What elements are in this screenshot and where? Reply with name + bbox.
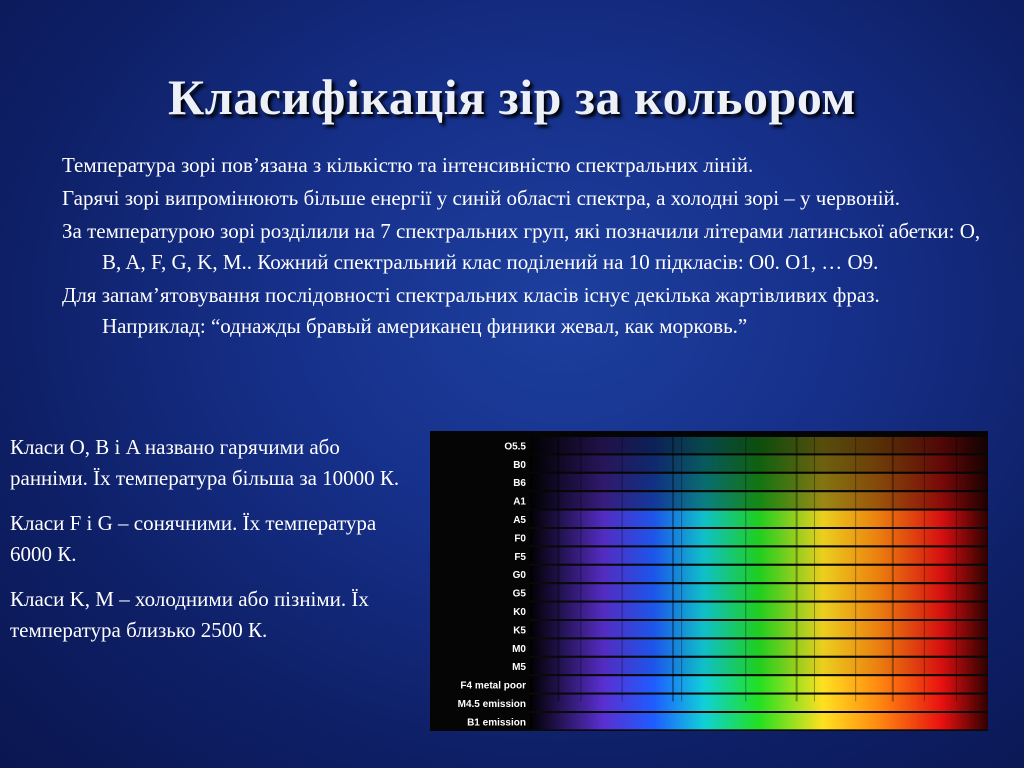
absorption-line: [622, 437, 623, 701]
absorption-line: [681, 437, 682, 701]
absorption-line: [814, 437, 815, 701]
bullet-text: Температура зорі пов’язана з кількістю та інтенсивністю спектральних ліній.: [62, 153, 754, 177]
spectrum-row-separator: [530, 545, 988, 547]
spectrum-row-separator: [530, 711, 988, 713]
spectrum-row-separator: [530, 582, 988, 584]
spectral-class-label: O5.5: [504, 441, 526, 453]
spectrum-row-separator: [530, 527, 988, 529]
absorption-line: [672, 437, 674, 701]
spectral-class-label: G5: [512, 588, 526, 600]
spectral-class-label: B1 emission: [467, 717, 526, 729]
spectrum-row: [530, 658, 988, 674]
bullet-list: [62, 150, 982, 344]
absorption-line: [557, 437, 559, 701]
bullet-item: [62, 183, 982, 214]
solar-classes-paragraph: Класи F і G – сонячними. Їх температура 6000 К.: [10, 511, 377, 566]
spectrum-row: [530, 584, 988, 600]
spectral-class-label: M0: [512, 643, 526, 655]
spectral-class-label: A1: [513, 496, 526, 508]
spectrum-row: [530, 529, 988, 545]
absorption-line: [892, 437, 894, 701]
absorption-line: [855, 437, 856, 701]
spectrum-fade: [530, 437, 988, 511]
spectral-class-label: M5: [512, 662, 526, 674]
spectrum-row: [530, 695, 988, 711]
spectrum-row: [530, 639, 988, 655]
spectral-class-label: M4.5 emission: [457, 699, 526, 710]
slide-title: Класифікація зір за кольором: [168, 69, 856, 125]
spectrum-row: [530, 713, 988, 729]
absorption-line: [745, 437, 746, 701]
absorption-line: [796, 437, 798, 701]
spectral-class-label: F0: [514, 533, 526, 545]
spectral-class-label: F4 metal poor: [460, 680, 526, 692]
absorption-line: [924, 437, 925, 701]
bullet-item: [62, 216, 982, 278]
spectrum-row-separator: [530, 637, 988, 639]
spectrum-row: [530, 621, 988, 637]
spectral-class-label: K5: [513, 625, 526, 637]
spectrum-row: [530, 603, 988, 619]
spectrum-row: [530, 547, 988, 563]
absorption-line: [580, 437, 581, 701]
spectrum-row: [530, 566, 988, 582]
bullet-item: [62, 280, 982, 342]
spectrum-row-separator: [530, 601, 988, 603]
spectrum-row-separator: [530, 674, 988, 676]
spectral-class-label: F5: [514, 551, 526, 563]
spectrum-row-separator: [530, 656, 988, 658]
spectral-class-label: B6: [513, 478, 526, 490]
bullet-text: За температурою зорі розділили на 7 спектральних груп, які позначили літерами латинської абетки: O, B, A, F, G, K, M.. Кожний спектральний клас поділений на 10 підкласів: O0. O1, … O9.: [62, 219, 981, 274]
spectrum-row-separator: [530, 729, 988, 731]
spectrum-row-separator: [530, 619, 988, 621]
bullet-text: Для запам’ятовування послідовності спектральних класів існує декілька жартівливих фраз. Наприклад: “однажды бравый американец финики жевал, как морковь.”: [62, 283, 880, 338]
bullet-item: [62, 150, 982, 181]
cool-classes-paragraph: Класи K, M – холодними або пізніми. Їх температура близько 2500 К.: [10, 587, 369, 642]
bullet-text: Гарячі зорі випромінюють більше енергії у синій області спектра, а холодні зорі – у червоній.: [62, 186, 901, 210]
spectral-class-label: B0: [513, 459, 526, 471]
spectral-class-label: A5: [513, 515, 526, 526]
hot-classes-paragraph: Класи O, B і A названо гарячими або ранніми. Їх температура більша за 10000 К.: [10, 435, 400, 490]
spectrum-row: [530, 676, 988, 692]
spectral-class-label: G0: [512, 570, 526, 582]
absorption-line: [956, 437, 957, 701]
spectral-class-label: K0: [513, 607, 526, 618]
stellar-spectra-image: [430, 431, 988, 731]
spectra-svg: [430, 431, 988, 731]
spectrum-row-separator: [530, 564, 988, 566]
spectrum-row: [530, 511, 988, 527]
temperature-classes-text: [10, 432, 420, 660]
spectrum-row-separator: [530, 693, 988, 695]
